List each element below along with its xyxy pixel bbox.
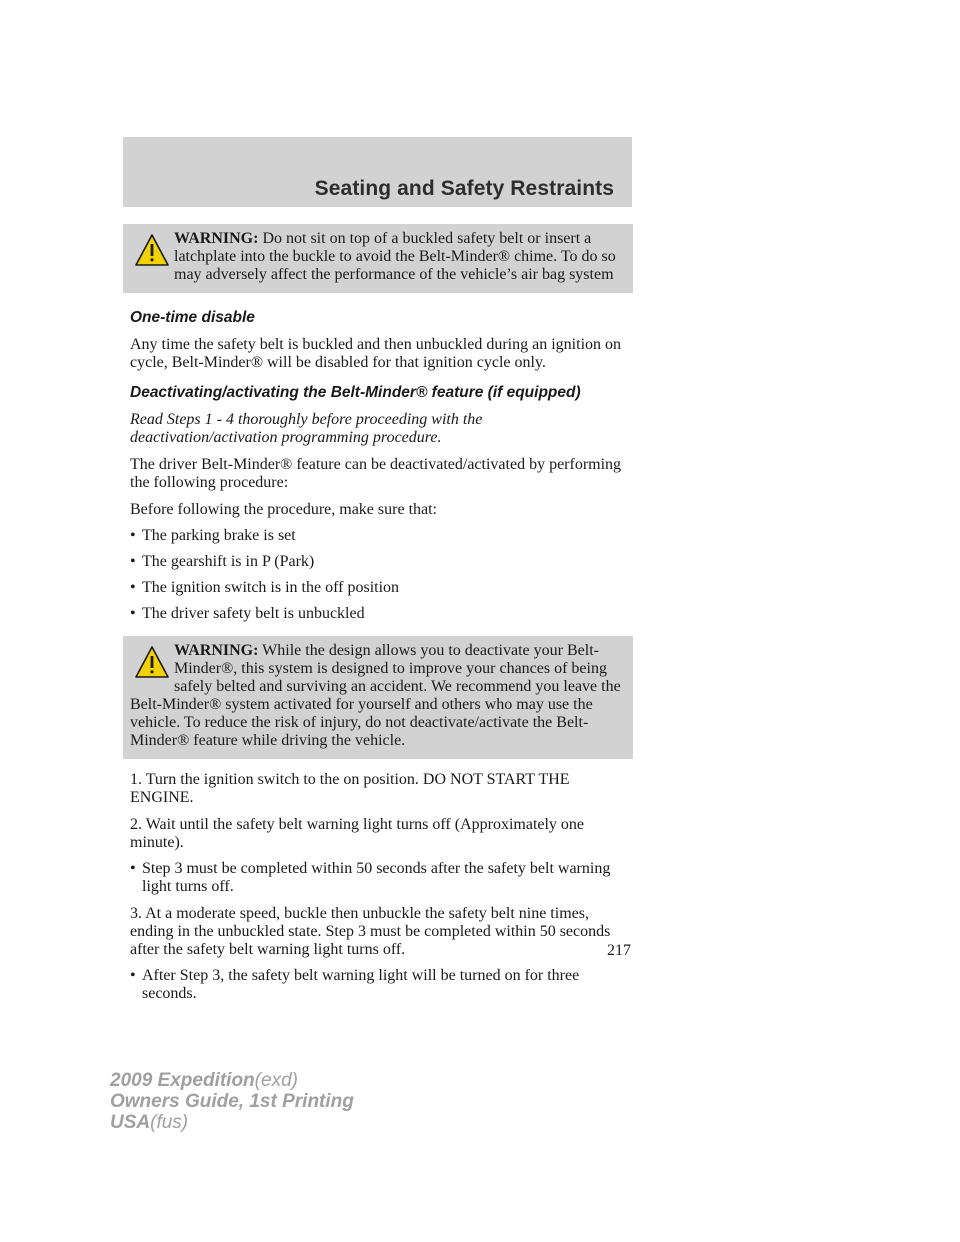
page-number: 217 <box>607 942 631 959</box>
step-2: 2. Wait until the safety belt warning light turns off (Approximately one minute). <box>130 816 585 851</box>
italic-note: Read Steps 1 - 4 thoroughly before proceeding with the deactivation/activation programming procedure. <box>130 411 483 446</box>
warning-text: Do not sit on top of a buckled safety belt or insert a latchplate into the buckle to avoid the Belt-Minder® chime. To do so may adversely affect the performance of the vehicle’s air bag system <box>174 230 616 283</box>
footer-line <box>110 1070 354 1091</box>
step-3: 3. At a moderate speed, buckle then unbuckle the safety belt nine times, ending in the unbuckled state. Step 3 must be completed within 50 seconds after the safety belt warning light turns off. <box>130 905 611 958</box>
warning-label: WARNING: <box>174 642 259 659</box>
section-title: Seating and Safety Restraints <box>314 177 614 200</box>
page-content <box>130 224 630 1003</box>
warning-box <box>123 224 633 293</box>
footer-code: (exd) <box>254 1070 298 1091</box>
footer <box>110 1070 354 1133</box>
footer-code: (fus) <box>150 1112 189 1133</box>
list-item: • After Step 3, the safety belt warning light will be turned on for three seconds. <box>130 967 630 1003</box>
subheading: Deactivating/activating the Belt-Minder® feature (if equipped) <box>130 384 581 401</box>
warning-label: WARNING: <box>174 230 259 247</box>
warning-text: While the design allows you to deactivate your Belt-Minder®, this system is designed to improve your chances of being safely belted and surviving an accident. We recommend you leave the Belt-Minder® system activated for yourself and others who may use the vehicle. To reduce the risk of injury, do not deactivate/activate the Belt-Minder® feature while driving the vehicle. <box>130 642 621 749</box>
list-item: • The driver safety belt is unbuckled <box>130 605 630 623</box>
warning-triangle-icon <box>130 232 174 272</box>
list-item: • The parking brake is set <box>130 527 630 545</box>
footer-market: USA <box>110 1112 151 1133</box>
warning-triangle-icon <box>130 644 174 684</box>
list-item: • The ignition switch is in the off position <box>130 579 630 597</box>
warning-box <box>123 636 633 759</box>
header-band <box>123 137 632 207</box>
paragraph: Any time the safety belt is buckled and then unbuckled during an ignition on cycle, Belt-Minder® will be disabled for that ignition cycle only. <box>130 336 622 371</box>
list-item: • Step 3 must be completed within 50 seconds after the safety belt warning light turns off. <box>130 860 630 896</box>
list-item: • The gearshift is in P (Park) <box>130 553 630 571</box>
subheading: One-time disable <box>130 309 255 326</box>
paragraph: Before following the procedure, make sure that: <box>130 501 437 518</box>
footer-line <box>110 1112 354 1133</box>
step-1: 1. Turn the ignition switch to the on position. DO NOT START THE ENGINE. <box>130 771 570 806</box>
paragraph: The driver Belt-Minder® feature can be deactivated/activated by performing the following procedure: <box>130 456 622 491</box>
footer-line: Owners Guide, 1st Printing <box>110 1091 354 1112</box>
footer-model: 2009 Expedition <box>110 1070 255 1091</box>
